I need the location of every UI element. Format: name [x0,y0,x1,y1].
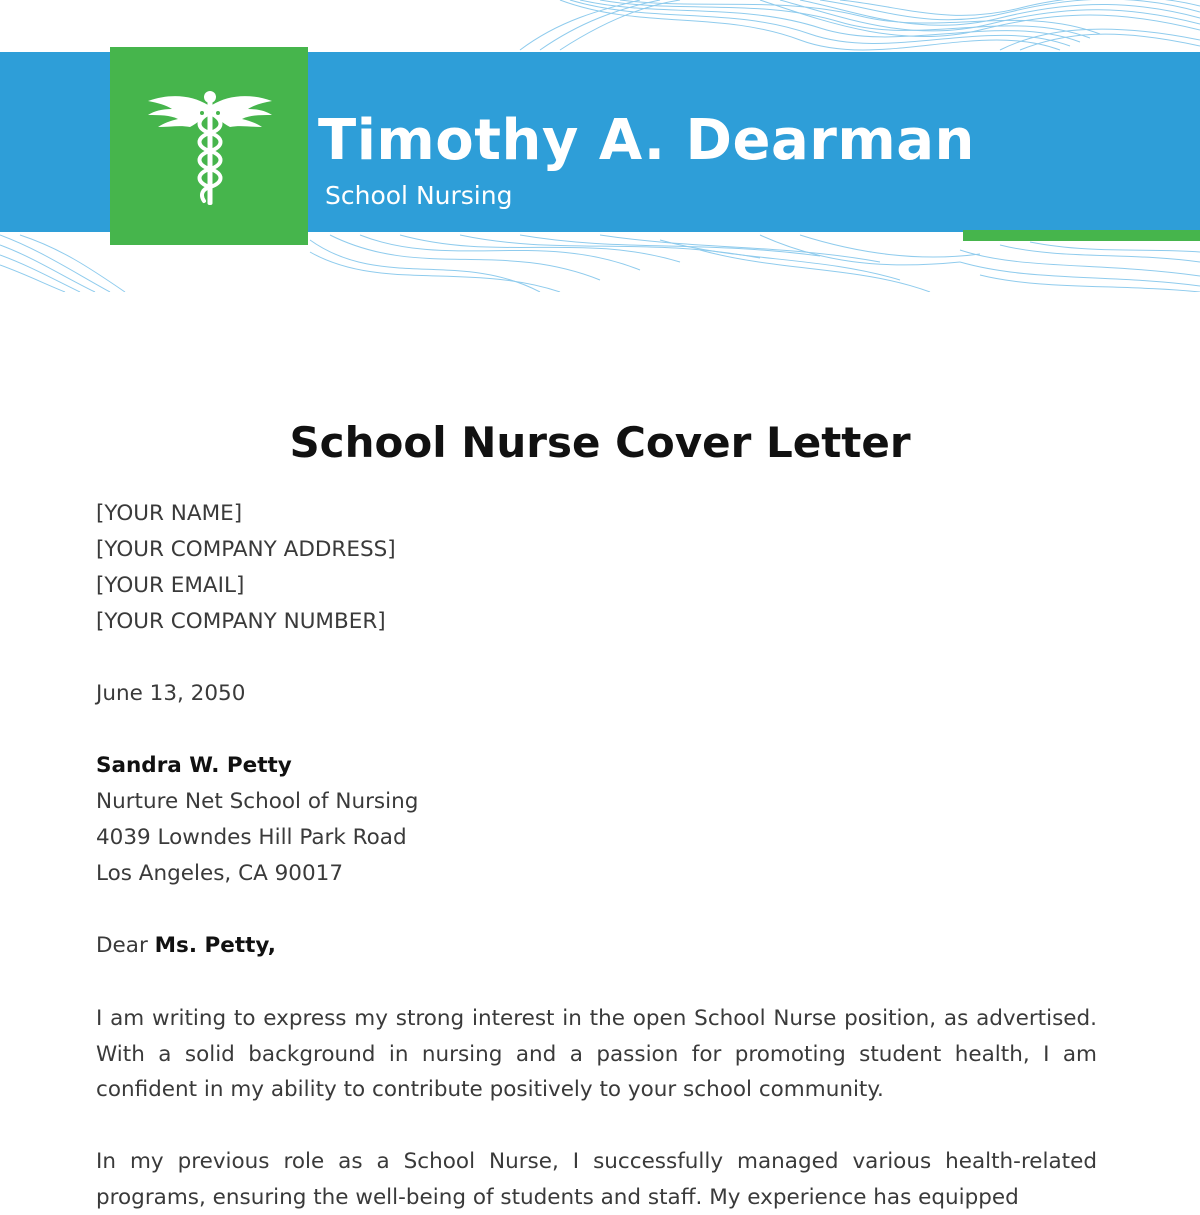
body-paragraph: In my previous role as a School Nurse, I successfully managed various health-related programs, ensuring the well-being of students and staff. My experience has equipped [96,1149,1097,1210]
sender-address: [YOUR COMPANY ADDRESS] [96,537,396,562]
sender-block [96,496,396,640]
logo-box [110,47,308,245]
recipient-organization: Nurture Net School of Nursing [96,789,419,814]
letter-date [96,676,245,712]
caduceus-icon [144,83,276,211]
recipient-city: Los Angeles, CA 90017 [96,861,344,886]
letterhead [0,0,1200,292]
recipient-name: Sandra W. Petty [96,753,292,778]
salutation [96,928,276,964]
person-name: Timothy A. Dearman [318,108,975,173]
person-role: School Nursing [325,181,513,210]
salutation-prefix: Dear [96,933,148,958]
sender-phone: [YOUR COMPANY NUMBER] [96,609,386,634]
accent-strip [963,230,1200,241]
sender-email: [YOUR EMAIL] [96,573,245,598]
recipient-block [96,748,418,892]
document-title: School Nurse Cover Letter [289,418,911,467]
body-paragraph: I am writing to express my strong interest in the open School Nurse position, as advertised. With a solid background in nursing and a passion for promoting student health, I am confident in my ability to contribute positively to your school community. [96,1006,1097,1102]
salutation-name: Ms. Petty, [154,933,276,958]
date-text: June 13, 2050 [96,681,246,706]
recipient-street: 4039 Lowndes Hill Park Road [96,825,407,850]
sender-name: [YOUR NAME] [96,501,243,526]
